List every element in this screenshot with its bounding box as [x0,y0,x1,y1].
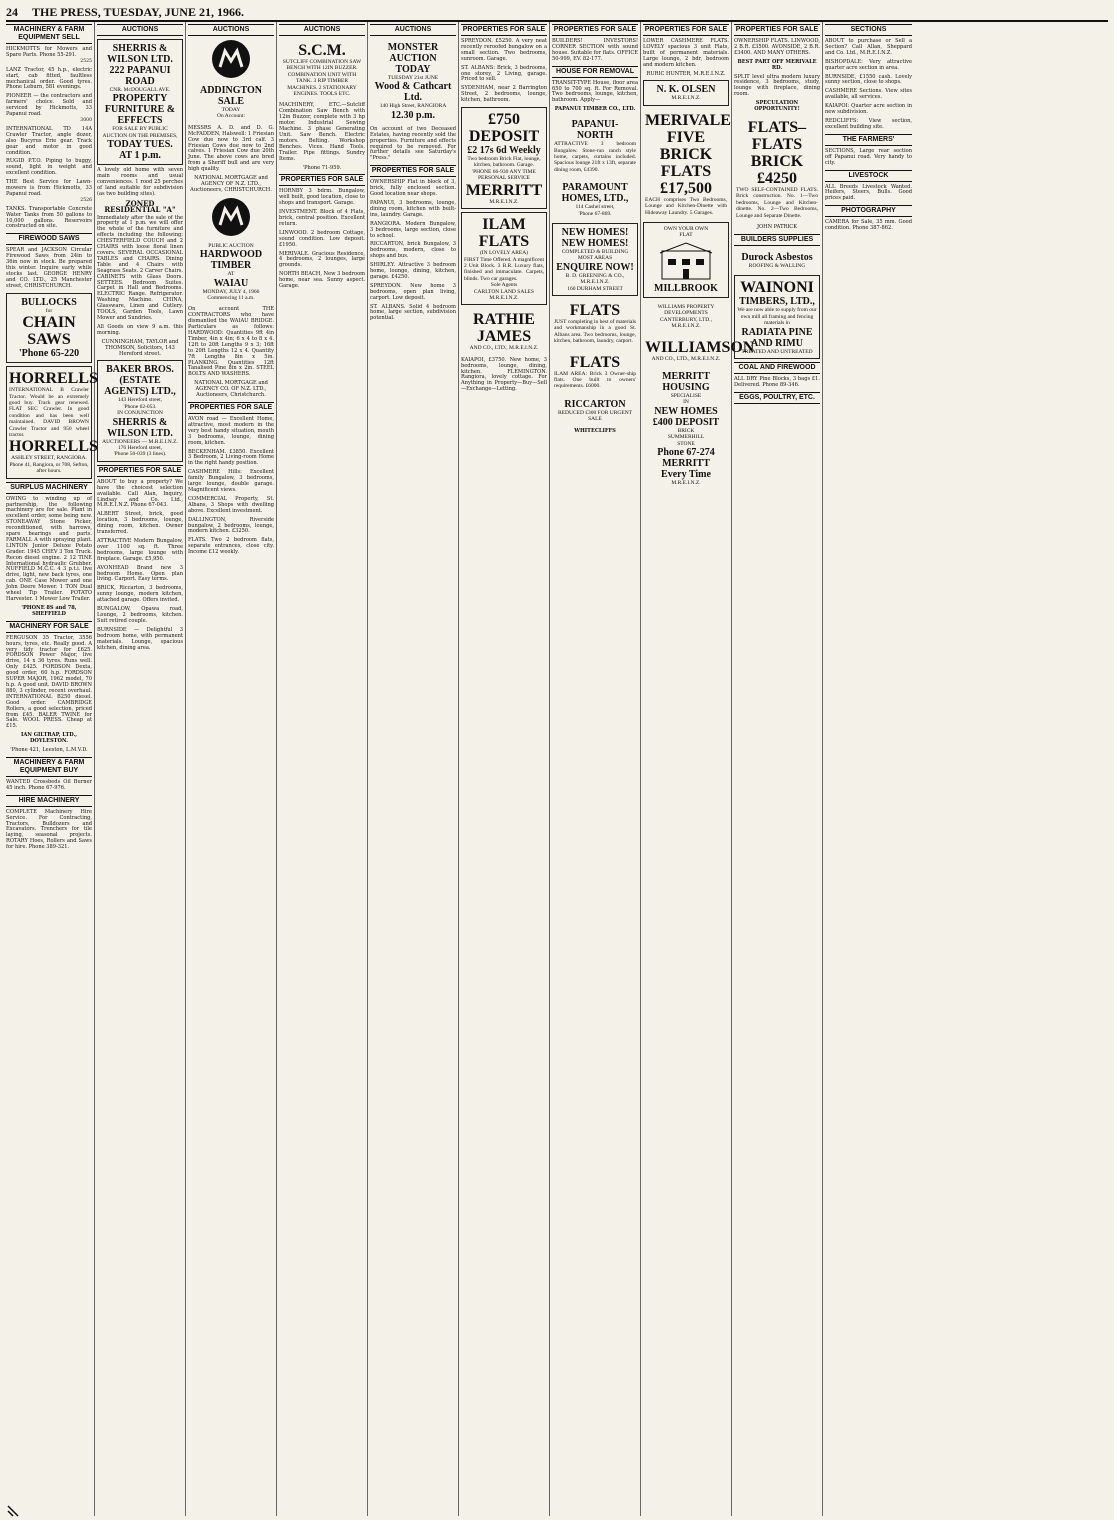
classified-ad: COMMERCIAL Property, St. Albans, 3 Shops with dwelling above. Excellent investment. [188,495,274,514]
classified-ad: RANGIORA. Modern Bungalow, 3 bedrooms, large section, close to school. [370,220,456,239]
newspaper-page [4,22,1110,1516]
classified-ad: MERIVALE. Gracious Residence, 4 bedrooms, 2 lounges, large grounds. [279,250,365,269]
classified-ad: TANKS. Transportable Concrete Water Tanks from 50 gallons to 10,000 gallons. Reservoirs constructed on site. [6,205,92,230]
column-3 [186,22,277,1516]
display-ad-olsen: N. K. OLSEN M.R.E.I.N.Z. [643,80,729,105]
classified-ad: CUNNINGHAM, TAYLOR and THOMSON, Solicitors, 143 Hereford street. [101,338,179,357]
column-10 [823,22,914,1516]
zoning-label: ZONED RESIDENTIAL "A" [104,198,176,214]
section-heading: MACHINERY & FARM EQUIPMENT BUY [6,757,92,777]
classified-ad: MACHINERY, ETC.—Sutcliff Combination Saw Bench with 12in Buzzer, complete with 3 hp motor. Industrial Sewing Machine. 3 phase Generating Unit. Saw Bench. Electric motors. Belting. Workshop Benches. Vices. Hand Tools. Trailer. Pipe fittings. Sundry Items. [279,102,365,162]
classified-ad: DALLINGTON, Riverside bungalow, 2 bedrooms, lounge, modern kitchen. £3250. [188,516,274,535]
section-heading: PHOTOGRAPHY [825,205,912,217]
display-ad-sherris-wilson: SHERRIS & WILSON LTD. 222 PAPANUI ROAD CNR. McDOUGALL AVE. PROPERTY FURNITURE & EFFECTS FOR SALE BY PUBLIC AUCTION ON THE PREMISES, TODAY TUES. AT 1 p.m. [97,39,183,165]
classified-ad: PAPANUI TIMBER CO., LTD. [554,106,636,113]
section-heading: HIRE MACHINERY [6,795,92,807]
classified-ad: AVONHEAD Brand new 3 bedroom Home. Open plan living. Carport. Easy terms. [97,564,183,583]
newspaper-title: THE PRESS, TUESDAY, JUNE 21, 1966. [32,5,244,19]
classified-ad: ALBERT Street, brick, good location, 3 bedrooms, lounge, dining room, kitchen. Owner transferred. [97,511,183,536]
classified-ad: REDCLIFFS: View section, excellent building site. [825,117,912,130]
display-ad-new-homes: NEW HOMES! NEW HOMES! COMPLETED & BUILDING MOST AREAS ENQUIRE NOW! B. D. GREENING & CO., M.R.E.I.N.Z. 160 DURHAM STREET [552,223,638,296]
classified-ad: Immediately after the sale of the property at 1 p.m. we will offer the whole of the furniture and effects including the following: CHESTERFIELD COUCH and 2 CHAIRS with loose floral linen covers. SEVERAL OCCASIONAL TABLES and CHAIRS. Dining Table and 4 Chairs with Seagrass Seats. 2 Carver Chairs. CABINETS with Glass Doors. SETTEES. Bedroom Suites. Carpet in Hall and Bedrooms. ELECTRIC Range. Refrigerator. Washing Machine. CHINA, Glassware, Linen and Cutlery. TOOLS, Garden Tools, Lawn Mower and Sundries. [97,214,183,321]
display-ad-baker-bros: BAKER BROS. (ESTATE AGENTS) LTD., 143 Hereford street, 'Phone 62-053. IN CONJUNCTION SHERRIS & WILSON LTD. AUCTIONEERS — M.R.E.I.N.Z. 176 Hereford street, 'Phone 50-039 (3 lines). [97,360,183,461]
classified-ad: AVON road — Excellent Home, attractive, most modern in the very best handy situation, mouth 3 bedrooms, lounge, dining room, kitchen. [188,416,274,446]
display-ad-monster-auction: MONSTER AUCTION TODAY TUESDAY 21st JUNE Wood & Cathcart Ltd. 140 High Street, RANGIORA 12.30 p.m. [374,42,452,121]
classified-ad: PIONEER — the contractors and farmers' choice. Sold and serviced by Hickmotts, 33 Papanui road. 3000 [6,93,92,123]
classified-ad: WANTED Crossbeds Oil Burner 45 inch. Phone 67-976. [6,778,92,791]
section-heading: SURPLUS MACHINERY [6,482,92,494]
classified-ad: BECKENHAM. £3850. Excellent 3 Bedroom, 2 Living-room Home in the right handy position. [188,448,274,467]
column-4 [277,22,368,1516]
classified-ad: BUILDERS! INVESTORS! CORNER SECTION with sound house. Suitable for flats. OFFICE 50-999, EV. 82-177. [552,38,638,62]
display-ad-bullocks: BULLOCKS for CHAIN SAWS 'Phone 65-220 [6,293,92,363]
column-1 [4,22,98,1516]
classified-ad: NORTH BEACH, New 3 bedroom home, near sea. Sunny aspect. Garage. [279,271,365,290]
classified-ad: FERGUSON 35 Tractor, 3556 hours, tyres, etc. Really good. A very tidy tractor for £625. FORDSON Power Major, live drive, 14 x 36 tyres. Runs well. Only £425. FORDSON Dexta, good order, 60 h.p. FORDSON SUPER MAJOR, 1962 model, 70 h.p. A good unit. DAVID BROWN 880, 3 cylinder, recent overhaul. INTERNATIONAL B250 diesel. Good order. CAMBRIDGE Rollers, a good selection, priced from £45. BALER TWINE for Sale. WOOL PRESS. Cheap at £15. [6,634,92,730]
classified-ad: NATIONAL MORTGAGE and AGENCY OF N.Z. LTD., Auctioneers, CHRISTCHURCH. [190,175,272,193]
column-9 [732,22,823,1516]
section-heading: EGGS, POULTRY, ETC. [734,392,820,404]
display-ad-papanui-north: PAPANUI-NORTH ATTRACTIVE 3 bedroom Bungalow. Stone-run ranch style home, carpets, curtains included. Spacious lounge 21ft x 13ft, separate dining room, £4390. [554,119,636,173]
classified-ad: PAPANUI, 3 bedrooms, lounge, dining room, kitchen with built-ins, laundry. Garage. [370,199,456,218]
classified-ad: LINWOOD. 2 bedroom Cottage, sound condition. Low deposit. £1950. [279,229,365,248]
classified-ad: BISHOPDALE: Very attractive quarter acre section in area. [825,58,912,71]
building-icon [656,241,716,281]
column-2 [95,22,186,1516]
classified-ad: TRANSIT-TYPE House, floor area 650 to 700 sq. ft. For Removal. Two bedrooms, lounge, kitchen, bathroom. Apply— [552,79,638,104]
display-ad-flats: FLATS JUST completing in best of materials and workmanship in a good St. Albans area. Two bedrooms, lounge, kitchen, bathroom, laundry, carport. [554,302,636,345]
classified-ad: SHIRLEY. Attractive 3 bedroom home, lounge, dining, kitchen, garage. £4250. [370,262,456,280]
section-heading: AUCTIONS [188,24,274,36]
classified-ad: BEST PART OFF MERIVALE RD. [737,58,817,71]
masthead [6,4,1108,22]
classified-ad: ALL Breeds Livestock Wanted. Heifers, Steers, Bulls. Good prices paid. [825,183,912,202]
classified-ad: CASHMERE Sections. View sites available, all services. [825,88,912,101]
display-ad-wainoni: WAINONI TIMBERS, LTD., We are now able to supply from our own mill all framing and fencing materials in RADIATA PINE AND RIMU TREATED AND UNTREATED [734,275,820,359]
section-heading: AUCTIONS [279,24,365,36]
classified-ad: ST. ALBANS. Solid 4 bedroom home, large section, subdivision potential. [370,303,456,322]
classified-ad: CASHMERE Hills: Excellent family Bungalow, 3 bedrooms, large lounge, double garage. Magnificent views. [188,469,274,493]
nma-logo-icon [211,197,251,237]
classified-ad: RUGID P.T.O. Piping to buggy, sound, light in weight and excellent condition. [6,158,92,177]
section-heading: SECTIONS [825,24,912,36]
display-ad-rathie-james: RATHIE JAMES AND CO., LTD., M.R.E.I.N.Z. [469,311,539,352]
display-ad-williams: WILLIAMS PROPERTY DEVELOPMENTS CANTERBURY, LTD., M.R.E.I.N.Z. [657,303,715,330]
section-heading: COAL AND FIREWOOD [734,362,820,374]
classified-ad: FLATS. Two 2 bedroom flats, separate entrances, close city. Income £12 weekly. [188,537,274,556]
classified-ad: CAMERA for Sale, 35 mm. Good condition. Phone 387-862. [825,219,912,232]
classified-ad: On account THE CONTRACTORS who have dismantled the WAIAU BRIDGE. Particulars as follows: HARDWOOD: Quantities 9ft 4in Timber, 4in x 4in; 6 x 4 to 8 x 4. 12ft to 20ft Lengths 9 x 3; 16ft to 20ft Lengths 12 x 4. Quantity 7ft Lengths 8in x 5in. PLANKING. Quantities 12ft Tanalised Pine 8in x 2in. STEEL BOLTS AND WASHERS. [188,306,274,378]
column-6 [459,22,550,1516]
classified-ad: On account of two Deceased Estates, having recently sold the properties. Furniture and effects required to be removed. For further details see Saturday's "Press." [370,125,456,162]
classified-ad: ALL DRY Pine Blocks, 3 bags £1. Delivered. Phone 89-346. [734,375,820,388]
classified-ad: BUNGALOW, Opawa road, Lounge, 2 bedrooms, kitchen. Suit retired couple. [97,606,183,624]
classified-ad: MESSRS A. D. and D. G. McFADDEN, Halswell: 1 Friesian Cow due now to 3rd calf. 3 Friesian Cows due now to 2nd calves. 1 Friesian Cow due 20th June. The above cows are bred from a Sheriff bull and are very high quality. [188,124,274,173]
classified-ad: WHITECLIFFS [574,427,616,434]
section-heading: MACHINERY FOR SALE [6,621,92,633]
classified-ad: ST. ALBANS: Brick, 3 bedrooms, one storey, 2 Living, garage. Priced to sell. [461,64,547,83]
nma-logo-icon [211,39,251,79]
display-ad-merritt-housing: MERRITT HOUSING SPECIALISE IN NEW HOMES £400 DEPOSIT BRICK SUMMERHILL STONE Phone 67-274 MERRITT Every Time M.R.E.I.N.Z. [652,370,720,486]
classified-ad: NATIONAL MORTGAGE and AGENCY CO. OF N.Z. LTD., Auctioneers, Christchurch. [194,380,268,399]
section-heading: LIVESTOCK [825,170,912,182]
classified-ad: SPEAR and JACKSON Circular Firewood Saws from 24in to 36in now in stock. Be prepared this winter. Inquire early while stocks last. GEORGE HENRY and CO. LTD., 25 Manchester street, CHRISTCHURCH. [6,247,92,289]
display-ad-williamson: WILLIAMSON AND CO., LTD., M.R.E.I.N.Z. [645,338,755,362]
classified-ad: LOWER CASHMERE FLATS. LOVELY spacious 3 unit Flats, built of permanent materials. Large lounge, 2 bdr, bedroom and modern kitchen. [643,38,729,68]
classified-ad: OWNERSHIP Flat in block of 3, brick, fully enclosed section. Good location near shops. [370,179,456,198]
classified-ad: ABOUT to purchase or Sell a Section? Call Allan, Sheppard and Co. Ltd., M.R.E.I.N.Z. [825,38,912,56]
classified-ad: 'Phone 421, Leeston, L.M.V.D. [10,747,88,754]
classified-ad: OWING to winding up of partnership, the following machinery are for sale. Plant in excellent order, some being new. STONEAWAY Stone Picker, reconditioned, with harrows, spare bearings and parts. FARMALL A with spraying plant. LINTON Junior Deluxe Potato Grader. 1945 CHEV 3 Ton Truck. Recon diesel engine. 2 12 TINE International hydraulic Grubber. NUFFIELD M.C.C. 4 3 p.t.i. live drive, light, new back tyres, one cab. ONE Case Mower and one John Deere Mower. 1 TON Dual wheel Tip Trailer. POTATO Harvester. 1 Mower Low Trailer. [6,495,92,602]
display-ad-flats: FLATS ILAM AREA: Brick 3 Owner-ship flats. One built to owners' requirements. £6000. [554,353,636,390]
display-ad-merivale: MERIVALE FIVE BRICK FLATS £17,500 EACH comprises Two Bedrooms, Lounge and Kitchen-Dinette with Hideaway Laundry. 5 Garages. [645,111,731,216]
classified-ad: COMPLETE Machinery Hire Service. For Contracting, Tractors, Bulldozers and Excavators. Trenchers for tile laying, seasonal projects. ROTARY Hoes, Rollers and Saws for hire. Phone 389-321. [6,808,92,851]
classified-ad: INVESTMENT. Block of 4 Flats, brick, central position. Excellent return. [279,209,365,227]
classified-ad: SPREYDON. £5250. A very neat recently reroofed bungalow on a small section. Two bedrooms, sunroom. Garage. [461,38,547,62]
page-number: 24 [6,5,18,19]
display-ad-merritt-deposit: £750 DEPOSIT £2 17s 6d Weekly Two bedroom Brick Flat, lounge, kitchen, bathroom. Garage. 'PHONE 66-930 ANY TIME PERSONAL SERVICE MERRITT M.R.E.I.N.Z. [461,107,547,209]
section-heading: AUCTIONS [370,24,456,36]
classified-ad: THE Best Service for Lawn-mowers is from Hickmotts, 33 Papanui road. 2526 [6,179,92,203]
section-heading: PROPERTIES FOR SALE [643,24,729,36]
section-heading: PROPERTIES FOR SALE [188,402,274,414]
display-ad-riccarton: RICCARTON REDUCED £300 FOR URGENT SALE [557,398,633,423]
classified-ad: ABOUT to buy a property? We have the choicest selection available. Call Alan, Inquiry, Lindsay and Co. Ltd., M.R.E.I.N.Z. Phone 67-043. [97,478,183,509]
classified-ad: IAN GILTRAP, LTD., DOYLESTON. [20,732,78,745]
section-heading: PROPERTIES FOR SALE [552,24,638,36]
classified-ad: OWNERSHIP FLATS. LINWOOD, 2 B.R. £3500. AVONSIDE, 2 B.R. £3400. AND MANY OTHERS. [734,38,820,56]
column-5 [368,22,459,1516]
display-ad-flats-brick: FLATS–FLATS BRICK £4250 TWO SELF-CONTAINED FLATS. Brick construction. No. 1—Two bedrooms, Lounge and Kitchen-dinette. No. 2—Two Bedrooms, Lounge and Separate Dinette. [736,118,818,219]
display-ad-scm: S.C.M. SUTCLIFF COMBINATION SAW BENCH WITH 12IN BUZZER. COMBINATION UNIT WITH TANK. 3 RIP TIMBER MACHINES. 2 STATIONARY ENGINES. TOOLS ETC. [282,42,362,98]
classified-ad: ATTRACTIVE Modern Bungalow, over 1100 sq. ft. Three bedrooms, large lounge with fireplace. Garage. £5,950. [97,538,183,562]
classified-ad: HORNBY 3 bdrm. Bungalow, well built, good location, close to shops and transport. Garage. [279,188,365,207]
classified-ad: SYDENHAM, near 2 Barrington Street, 2 bedrooms, lounge, kitchen, bathroom. [461,85,547,104]
classified-ad: A lovely old home with seven main rooms and usual conveniences. 1 rood 25 perches of land suitable for subdivision (as two building sites). [97,167,183,197]
section-heading: THE FARMERS' [825,134,912,146]
display-ad-ilam-flats: ILAM FLATS (IN LOVELY AREA) FIRST Time Offered. A magnificent 2 Unit Block. 3 B.R. Luxury flats, finished and immaculate. Carpets, blinds. Two car garages. Sole Agents CARLTON LAND SALES M.R.E.I.N.Z. [461,212,547,305]
classified-ad: KAIAPOI, £3750. New home, 3 bedrooms, lounge, dining, kitchen. FLEMINGTON. Rangiora, lovely cottage. For Anything in Property—Buy—Sell—Exchange—Letting. [461,356,547,393]
classified-ad: RURIC HUNTER, M.R.E.I.N.Z. [646,70,726,77]
classified-ad: 'PHONE 8S and 78, SHEFFIELD [21,604,77,617]
display-ad-paramount: PARAMOUNT HOMES, LTD., 114 Cashel street, 'Phone 67-869. [561,182,629,217]
display-ad-durock: Durock Asbestos ROOFING & WALLING [741,251,813,269]
classified-ad: SPREYDON. New home 3 bedrooms, open plan living, carport. Low deposit. [370,282,456,301]
section-heading: PROPERTIES FOR SALE [370,165,456,177]
classified-ad: BURNSIDE, £1550 cash. Lovely sunny section, close to shops. [825,73,912,86]
classified-ad: All Goods on view 9 a.m. this morning. [97,323,183,336]
classified-ad: HICKMOTTS for Mowers and Spare Parts. Phone 55-291. 2525 [6,46,92,64]
section-heading: MACHINERY & FARM EQUIPMENT SELL [6,24,92,44]
classified-ad: SECTIONS, Large rear section off Papanui road. Very handy to city. [825,147,912,166]
section-heading: AUCTIONS [97,24,183,36]
display-ad-addington: ADDINGTON SALE TODAY On Account: [199,85,263,120]
display-ad-horrells: HORRELLS INTERNATIONAL B Crawler Tractor. Would be an extremely good buy. Track gear renewed. FLAT SEC Crawler. In good condition and has been well maintained. DAVID BROWN Crawler Tractor and 950 wheel tractor. HORRELLS ASHLEY STREET, RANGIORA. Phone 41, Rangiora, or 708, Sefton, after hours. [6,366,92,478]
display-ad-own-flat: OWN YOUR OWN FLAT MILLBROOK [643,222,729,298]
classified-ad: JOHN PATRICK [756,224,798,230]
corner-mark-icon [8,1506,18,1516]
column-7 [550,22,641,1516]
section-heading: PROPERTIES FOR SALE [97,465,183,477]
classified-ad: 'Phone 71-959. [302,164,342,171]
section-heading: PROPERTIES FOR SALE [279,174,365,186]
section-heading: PROPERTIES FOR SALE [461,24,547,36]
classified-ad: SPLIT level ultra modern luxury residence, 3 bedrooms, study, lounge with fireplace, dining room. [734,73,820,98]
classified-ad: SPECULATION OPPORTUNITY! [754,100,800,113]
classified-ad: RICCARTON, brick Bungalow, 3 bedrooms, modern, close to shops and bus. [370,241,456,260]
classified-ad: KAIAPOI: Quarter acre section in new subdivision. [825,103,912,116]
classified-ad: LANZ Tractor, 45 h.p., electric start, cab fitted, faultless mechanical order. Good tyres. Phone Leburn, 581 evenings. [6,66,92,91]
column-8 [641,22,755,1516]
classified-ad: INTERNATIONAL TD 14A Crawler Tractor, angle dozer, also Bucyrus Erie gear. Track gear and motor in good condition. [6,125,92,156]
section-heading: PROPERTIES FOR SALE [734,24,820,36]
section-heading: HOUSE FOR REMOVAL [552,66,638,78]
section-heading: FIREWOOD SAWS [6,233,92,245]
display-ad-hardwood-timber: PUBLIC AUCTION HARDWOOD TIMBER AT WAIAU MONDAY, JULY 4, 1966 Commencing 11 a.m. [199,242,263,301]
section-heading: BUILDERS SUPPLIES [734,234,820,246]
classified-ad: BRICK, Riccarton, 3 bedrooms, sunny lounge, modern kitchen, attached garage. Offers invited. [97,585,183,604]
classified-ad: BURNSIDE — Delightful 3 bedroom home, with permanent materials. Lounge, spacious kitchen, dining area. [97,626,183,651]
